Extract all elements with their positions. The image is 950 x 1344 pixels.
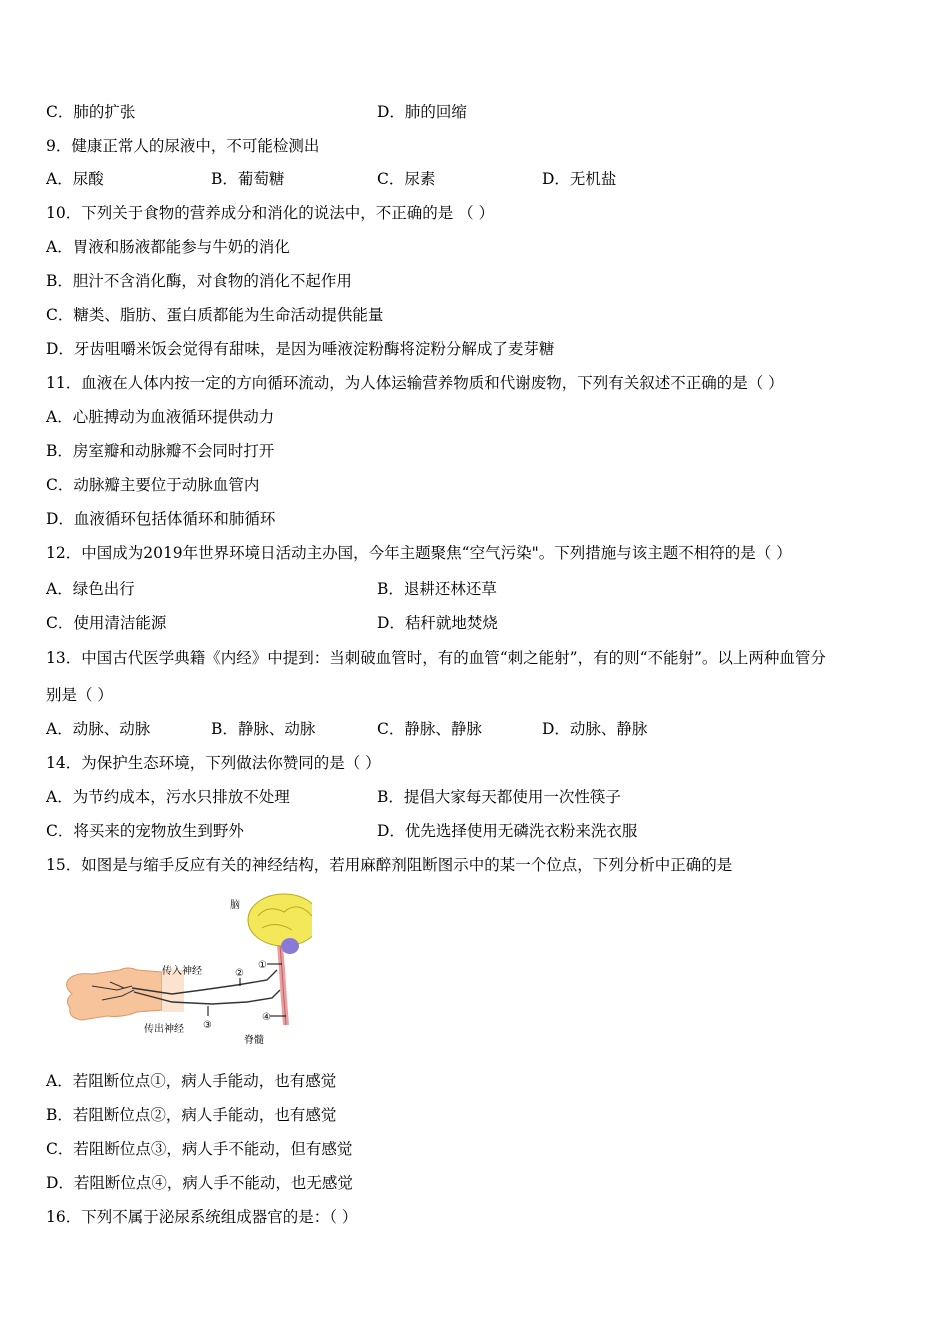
text-line-q14: 14．为保护生态环境，下列做法你赞同的是（ ） [46, 754, 381, 772]
brain-shape [248, 894, 312, 946]
option-q12cd-a: C．使用清洁能源 [46, 614, 167, 632]
option-q13opts-b: B．静脉、动脉 [211, 720, 316, 738]
option-q13opts-a: A．动脉、动脉 [46, 720, 151, 738]
reflex-arc-diagram [62, 890, 312, 1050]
text-line-q10a: A．胃液和肠液都能参与牛奶的消化 [46, 238, 290, 256]
text-line-q10d: D．牙齿咀嚼米饭会觉得有甜味，是因为唾液淀粉酶将淀粉分解成了麦芽糖 [46, 340, 555, 358]
text-line-q16: 16．下列不属于泌尿系统组成器官的是：（ ） [46, 1208, 358, 1226]
option-q9opts-b: B．葡萄糖 [211, 170, 285, 188]
option-q12ab-b: B．退耕还林还草 [377, 580, 497, 598]
text-line-q11d: D．血液循环包括体循环和肺循环 [46, 510, 276, 528]
text-line-q15: 15．如图是与缩手反应有关的神经结构，若用麻醉剂阻断图示中的某一个位点，下列分析中正确的是 [46, 856, 733, 874]
point-2-label: ② [235, 968, 244, 979]
option-q14ab-a: A．为节约成本，污水只排放不处理 [46, 788, 290, 806]
option-q9opts-d: D．无机盐 [542, 170, 617, 188]
text-line-q15a: A．若阻断位点①，病人手能动，也有感觉 [46, 1072, 337, 1090]
text-line-q15d: D．若阻断位点④，病人手不能动，也无感觉 [46, 1174, 353, 1192]
spinal-label: 脊髓 [244, 1035, 264, 1046]
point-3-label: ③ [203, 1020, 212, 1031]
option-q12ab-a: A．绿色出行 [46, 580, 135, 598]
text-line-q15b: B．若阻断位点②，病人手能动，也有感觉 [46, 1106, 337, 1124]
option-q9opts-a: A．尿酸 [46, 170, 104, 188]
text-line-q11b: B．房室瓣和动脉瓣不会同时打开 [46, 442, 275, 460]
efferent-label: 传出神经 [144, 1024, 184, 1035]
text-line-q13b: 别是（ ） [46, 686, 113, 704]
text-line-q10c: C．糖类、脂肪、蛋白质都能为生命活动提供能量 [46, 306, 384, 324]
reflex-arc-figure [62, 890, 312, 1050]
text-line-q12: 12．中国成为2019年世界环境日活动主办国，今年主题聚焦“空气污染"。下列措施与该主题不相符的是（ ） [46, 544, 792, 562]
option-q9opts-c: C．尿素 [377, 170, 436, 188]
text-line-q11c: C．动脉瓣主要位于动脉血管内 [46, 476, 260, 494]
option-q13opts-d: D．动脉、静脉 [542, 720, 648, 738]
text-line-q13: 13．中国古代医学典籍《内经》中提到：当刺破血管时，有的血管“刺之能射”，有的则“不能射”。以上两种血管分 [46, 649, 826, 667]
arm-shape [67, 968, 162, 1020]
option-q13opts-c: C．静脉、静脉 [377, 720, 482, 738]
text-line-q11: 11．血液在人体内按一定的方向循环流动，为人体运输营养物质和代谢废物，下列有关叙述不正确的是（ ） [46, 374, 784, 392]
brainstem [281, 938, 299, 954]
text-line-q10: 10．下列关于食物的营养成分和消化的说法中，不正确的是 （ ） [46, 204, 495, 222]
point-4-label: ④ [262, 1012, 271, 1023]
option-q14ab-b: B．提倡大家每天都使用一次性筷子 [377, 788, 621, 806]
option-q8c-b: D．肺的回缩 [377, 103, 467, 121]
text-line-q15c: C．若阻断位点③，病人手不能动，但有感觉 [46, 1140, 353, 1158]
option-q12cd-b: D．秸秆就地焚烧 [377, 614, 498, 632]
brain-label: 脑 [230, 900, 240, 911]
text-line-q11a: A．心脏搏动为血液循环提供动力 [46, 408, 275, 426]
point-1-label: ① [258, 960, 267, 971]
option-q14cd-b: D．优先选择使用无磷洗衣粉来洗衣服 [377, 822, 638, 840]
option-q8c-a: C．肺的扩张 [46, 103, 136, 121]
text-line-q10b: B．胆汁不含消化酶，对食物的消化不起作用 [46, 272, 352, 290]
option-q14cd-a: C．将买来的宠物放生到野外 [46, 822, 244, 840]
text-line-q9: 9．健康正常人的尿液中，不可能检测出 [46, 137, 320, 155]
afferent-label: 传入神经 [162, 966, 202, 977]
